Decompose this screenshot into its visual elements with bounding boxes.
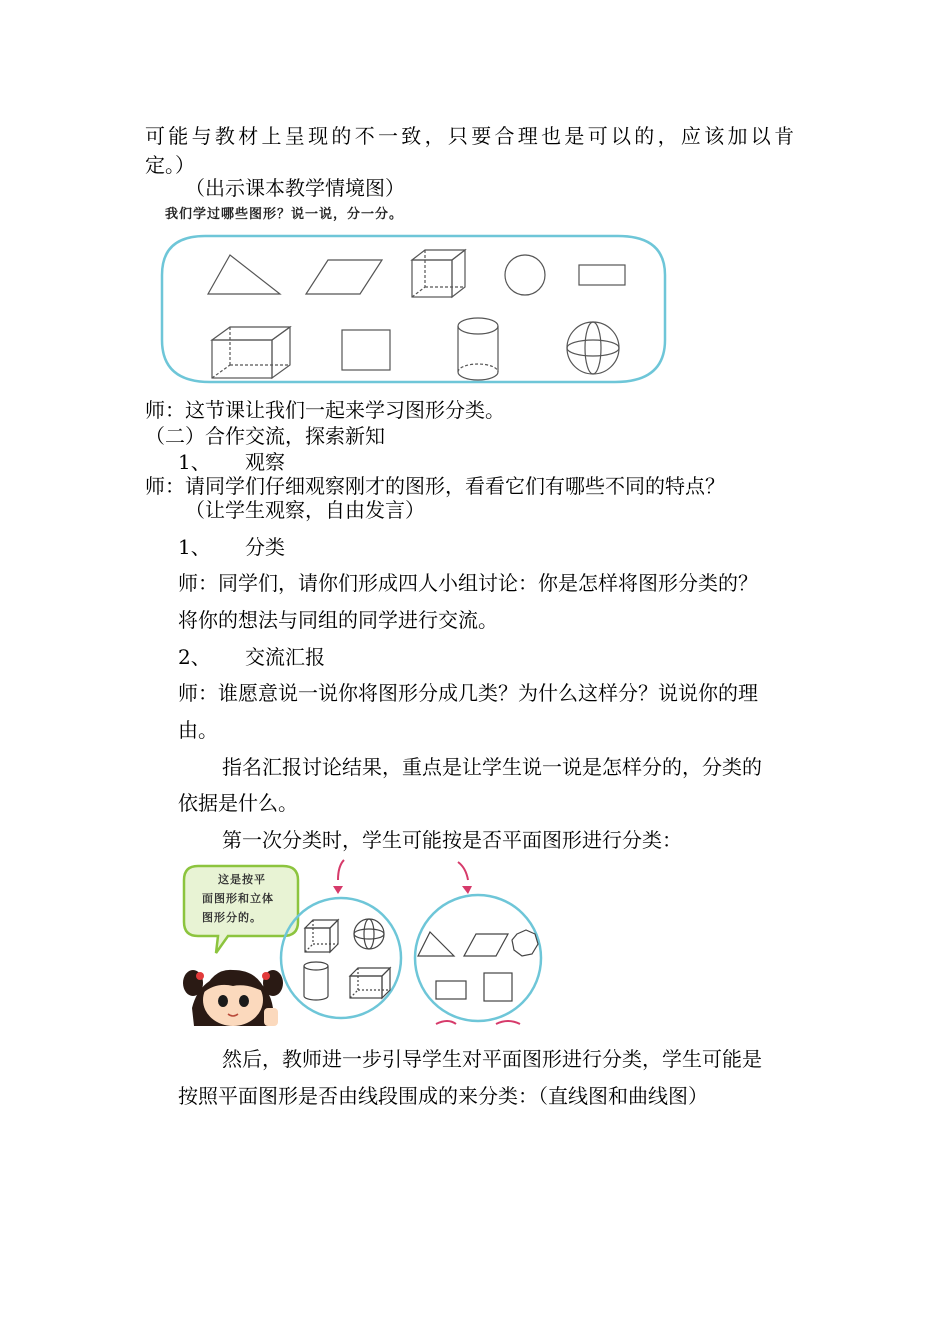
teacher-line: 由。 (178, 718, 218, 742)
teacher-line: 师：谁愿意说一说你将图形分成几类？为什么这样分？说说你的理 (178, 681, 758, 705)
bubble-text (200, 870, 310, 927)
teacher-line: 师：这节课让我们一起来学习图形分类。 (145, 398, 505, 422)
girl-illustration (183, 970, 283, 1026)
bubble-line: 图形分的。 (202, 911, 262, 924)
list-number: 1、 (178, 450, 211, 474)
bubble-line: 面图形和立体 (202, 892, 274, 905)
paragraph-line: 可能与教材上呈现的不一致，只要合理也是可以的，应该加以肯 (145, 124, 798, 148)
plane-shapes-circle (415, 895, 541, 1021)
paragraph-line: 按照平面图形是否由线段围成的来分类：（直线图和曲线图） (178, 1084, 708, 1108)
sphere-shape (567, 322, 619, 374)
list-label: 分类 (245, 535, 285, 559)
teacher-line: 师：同学们，请你们形成四人小组讨论：你是怎样将图形分类的？ (178, 571, 758, 595)
figure-caption: 我们学过哪些图形？说一说，分一分。 (165, 207, 404, 222)
shapes-figure (150, 220, 680, 395)
paragraph-line: 然后，教师进一步引导学生对平面图形进行分类，学生可能是 (222, 1047, 762, 1071)
teacher-line: 将你的想法与同组的同学进行交流。 (178, 608, 498, 632)
figure-intro: （出示课本教学情境图） (185, 176, 405, 200)
parallelogram-shape (306, 260, 382, 294)
bubble-line: 这是按平 (218, 873, 266, 886)
circle-shape (505, 255, 545, 295)
cuboid-shape (212, 327, 290, 378)
cube-shape (412, 250, 465, 297)
student-note: （让学生观察，自由发言） (185, 498, 425, 522)
list-number: 1、 (178, 535, 211, 559)
rectangle-shape (579, 265, 625, 285)
paragraph-line: 指名汇报讨论结果，重点是让学生说一说是怎样分的，分类的 (222, 755, 762, 779)
list-label: 交流汇报 (245, 645, 325, 669)
square-shape (342, 330, 390, 370)
section-heading: （二）合作交流，探索新知 (145, 424, 385, 448)
list-number: 2、 (178, 645, 211, 669)
paragraph-line: 第一次分类时，学生可能按是否平面图形进行分类： (222, 828, 682, 852)
teacher-line: 师：请同学们仔细观察刚才的图形，看看它们有哪些不同的特点？ (145, 474, 725, 498)
paragraph-line: 定。） (145, 153, 195, 177)
cylinder-shape (458, 318, 498, 380)
paragraph-line: 依据是什么。 (178, 791, 298, 815)
triangle-shape (208, 255, 280, 294)
list-label: 观察 (245, 450, 285, 474)
